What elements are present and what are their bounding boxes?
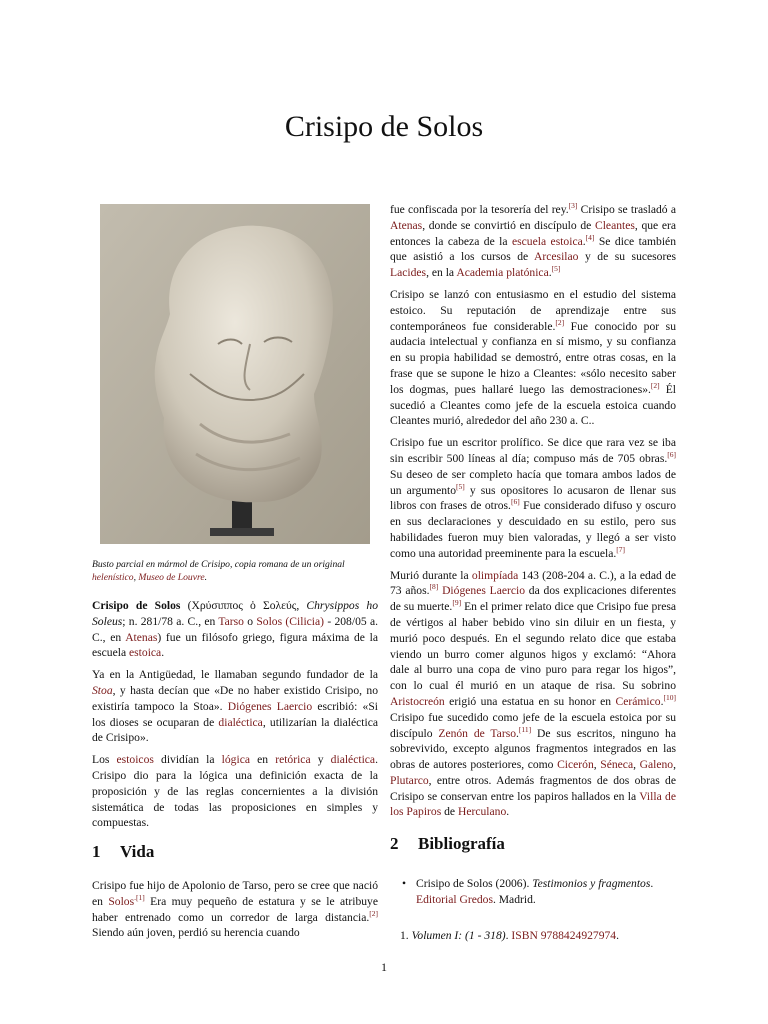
wiki-link[interactable]: (Cilicia) [285,614,325,628]
wiki-link[interactable]: Cicerón [557,758,594,772]
text-run: , [633,758,640,772]
text-run: dividían la [153,753,222,767]
citation [456,482,465,491]
text-run: , donde se convirtió en discípulo de [422,218,595,232]
text-run: en [249,753,276,767]
wiki-link[interactable]: dialéctica [330,753,376,767]
text-run: Él sucedió a Cleantes como jefe de la escuela estoica cuando Cleantes murió, alrededor del año 230 a. C.. [390,382,677,428]
citation [519,725,531,734]
page-number: 1 [381,960,387,974]
right-column [390,202,676,826]
text-run: . [650,877,654,890]
text-run: . [616,928,620,942]
citation-link[interactable]: [2] [555,317,565,327]
wiki-link[interactable]: Atenas [390,218,423,232]
citation-link[interactable]: [5] [551,264,561,274]
citation-link[interactable]: .[1] [134,892,145,902]
section-vida-heading [92,842,154,862]
citation [430,582,439,591]
figure-caption [92,558,378,584]
wiki-link[interactable]: Solos [108,894,135,908]
citation-link[interactable]: [8] [429,582,439,592]
citation-link[interactable]: [10] [663,693,676,703]
right-paragraph-1 [390,202,676,281]
caption-sep: , [133,572,139,583]
text-run: . Madrid. [492,892,536,906]
text-run: Crisipo se lanzó con entusiasmo en el estudio del sistema estoico. Su reputación de aprendizaje entre sus contemporáneos fue considerable. [390,287,676,333]
citation-link[interactable]: [6] [667,450,676,460]
caption-end: . [204,572,208,583]
citation [134,893,145,902]
bibliography-list [400,876,680,943]
text-run: Crisipo de Solos [92,599,181,612]
wiki-link[interactable]: Cerámico [615,694,661,708]
citation [667,450,676,459]
intro-column [92,598,378,837]
subitem-number: 1. [400,928,409,942]
text-run: escribió: «Si los dioses se ocuparan de [92,699,378,729]
text-run: , [593,758,601,772]
text-run: Fue considerado difuso y oscuro en sus declaraciones y descuidado en su estilo, pero sus habilidades fueron muy bien valoradas, y llegó a ser visto como una autoridad preeminente para la escuela. [390,499,676,560]
text-run: fue confiscada por la tesorería del rey. [390,203,569,216]
bibliography-subitem [400,928,680,944]
vida-column [92,878,378,947]
text-run: Murió durante la [390,568,472,582]
wiki-link[interactable]: Academia platónica [456,266,549,280]
text-run: Crisipo fue un escritor prolífico. Se dice que rara vez se iba sin escribir 500 líneas al día; compuso más de 705 obras. [390,436,676,465]
bibliography-item [400,876,680,908]
text-run: , en la [426,266,457,280]
vida-paragraph-1 [92,878,378,941]
text-run: - 208/05 a. C., en [92,614,378,644]
text-run: Era muy pequeño de estatura y se le atribuye haber entrenado como un corredor de larga distancia. [92,894,378,924]
text-run: 143 (208-204 a. C.), a la edad de 73 años. [390,568,676,598]
text-run: y [310,753,331,767]
text-run: . [548,266,552,280]
text-run: Se dice también que asistió a los cursos de [390,234,676,264]
text-run: erigió una estatua en su honor en [444,694,616,708]
wiki-link[interactable]: Arcesilao [534,250,579,264]
wiki-link[interactable]: Atenas [125,630,158,644]
wiki-link[interactable]: Plutarco [390,773,429,787]
text-run: . [582,234,586,248]
citation-link[interactable]: [7] [616,544,626,554]
wiki-link[interactable]: estoica [129,646,162,660]
citation-link[interactable]: [3] [568,201,578,211]
wiki-link[interactable]: Villa de los Papiros [390,789,676,819]
wiki-link[interactable]: Séneca [600,758,634,772]
citation-link[interactable]: [2] [650,380,660,390]
text-run: o [243,614,257,628]
wiki-link[interactable]: olimpíada [471,568,519,582]
wiki-link[interactable]: Editorial Gredos [416,892,493,906]
section-bibliografia-heading [390,834,505,854]
citation-link[interactable]: [5] [456,481,465,491]
text-run: Los [92,753,117,767]
text-run: Fue conocido por su audacia intelectual y confianza en sí mismo, y su confianza en su propia habilidad se demostró, entre otras cosas, en la frase que se supone le hizo a Cleantes: «sólo necesito saber los dogmas, pues hallaré luego las demostraciones». [390,319,676,396]
bust-image [100,204,370,544]
bust-photo [100,204,370,544]
text-run: Crisipo de Solos (2006). [416,877,533,890]
intro-paragraph-2 [92,667,378,746]
text-run: . [660,694,664,708]
text-run: ) fue un filósofo griego, figura máxima de la escuela [92,630,378,660]
bibliography-text [416,877,653,906]
citation-link[interactable]: [6] [510,497,520,507]
wiki-link[interactable]: Diógenes Laercio [442,584,526,598]
text-run: (Χρύσιππος ὁ Σολεύς, [180,599,307,612]
intro-paragraph-3 [92,752,378,831]
citation-link[interactable]: [4] [585,232,595,242]
text-run: Volumen I: (1 - 318) [411,928,506,942]
text-run: . [516,726,519,740]
wiki-link[interactable]: Zenón de Tarso [438,726,516,740]
caption-text: Busto parcial en mármol de Crisipo, copia romana de un original [92,559,345,570]
text-run: , utilizarían la dialéctica de Crisipo». [92,715,379,745]
text-run: Su deseo de ser completo hacía que tomara ambos lados de un argumento [390,467,676,497]
text-run: . [161,646,165,660]
section-number: 1 [92,842,101,861]
wiki-link[interactable]: Diógenes Laercio [227,699,313,713]
wiki-link[interactable]: Galeno [639,758,674,772]
text-run: De sus escritos, ninguno ha sobrevivido, excepto algunos fragmentos integrados en las obras de autores posteriores, como [390,726,676,772]
wiki-link[interactable]: Lacides [390,266,427,280]
text-run: ; n. 281/78 a. C., en [122,614,219,628]
wiki-link[interactable]: ISBN 9788424927974 [511,928,617,942]
text-run: , que era entonces la cabeza de la [390,218,676,248]
citation [555,318,564,327]
citation [616,545,625,554]
wiki-link[interactable]: Aristocreón [390,694,445,708]
wiki-link[interactable]: retórica [275,753,311,767]
text-run: , [673,758,676,772]
text-run: Crisipo fue hijo de Apolonio de Tarso, pero se cree que nació en [92,879,378,908]
text-run: Siendo aún joven, perdió su herencia cuando [92,926,300,940]
page-title: Crisipo de Solos [284,110,484,143]
wiki-link[interactable]: Herculano [457,805,507,819]
text-run: y sus opositores lo acusaron de llenar sus libros con frases de otros. [390,483,676,513]
citation-link[interactable]: [2] [369,908,378,918]
right-paragraph-4 [390,568,676,821]
wiki-link[interactable]: escuela estoica [512,234,583,248]
citation-link[interactable]: [9] [452,598,462,608]
text-run: Ya en la Antigüedad, le llamaban segundo fundador de la [92,668,378,682]
bullet-icon: • [402,877,407,890]
right-paragraph-2 [390,287,676,429]
text-run: Crisipo fue sucedido como jefe de la escuela estoica por su discípulo [390,710,676,740]
text-run: , y hasta decían que «De no haber existido Crisipo, no existiría tampoco la Stoa». [92,683,378,713]
wiki-link[interactable]: estoicos [116,753,154,767]
intro-paragraph-1 [92,598,378,661]
text-run: Crisipo se trasladó a [577,203,676,216]
wiki-link[interactable]: Cleantes [594,218,635,232]
wiki-link[interactable]: Tarso [218,614,244,628]
section-title: Vida [120,842,155,861]
text-run: Testimonios y fragmentos [532,877,651,890]
text-run: En el primer relato dice que Crisipo fue presa de vértigos al haber bebido vino sin diluir en un fiesta, y murió poco después. En el segundo relato dice que estaba viendo un burro comer algunos higos y exclamó: “Ahora dale al burro una copa de vino puro para regar los higos”, con lo cual él murió en un ataque de risa. Su sobrino [390,600,676,693]
citation [552,264,561,273]
section-title: Bibliografía [418,834,505,853]
text-run: . [505,928,512,942]
citation [511,497,520,506]
helenistico-link[interactable]: helenístico [92,572,134,583]
text-run: . [506,805,510,819]
citation [452,598,461,607]
citation [369,909,378,918]
subitem-text [412,929,619,942]
text-run: , entre otros. Además fragmentos de dos obras de Crisipo se conservan entre los papiros hallados en la [390,773,676,803]
citation-link[interactable]: [11] [518,724,532,734]
museo-louvre-link[interactable]: Museo de Louvre [138,572,205,583]
wiki-link[interactable]: Solos [256,614,283,628]
text-run: Chrysippos ho Soleus [92,599,378,628]
text-run: da dos explicaciones diferentes de su muerte. [390,584,676,614]
citation [664,693,677,702]
text-run: de [441,805,458,819]
citation [651,381,660,390]
section-number: 2 [390,834,399,853]
wiki-link[interactable]: Stoa [92,683,113,697]
wiki-link[interactable]: dialéctica [218,715,263,729]
text-run: y de su sucesores [578,250,676,264]
wiki-link[interactable]: lógica [221,753,250,767]
right-paragraph-3 [390,435,676,561]
text-run: . Crisipo dio para la lógica una definición exacta de la proposición y de las reglas concernientes a la división sistemática de todas las proposiciones en simples y compuestas. [92,753,378,830]
